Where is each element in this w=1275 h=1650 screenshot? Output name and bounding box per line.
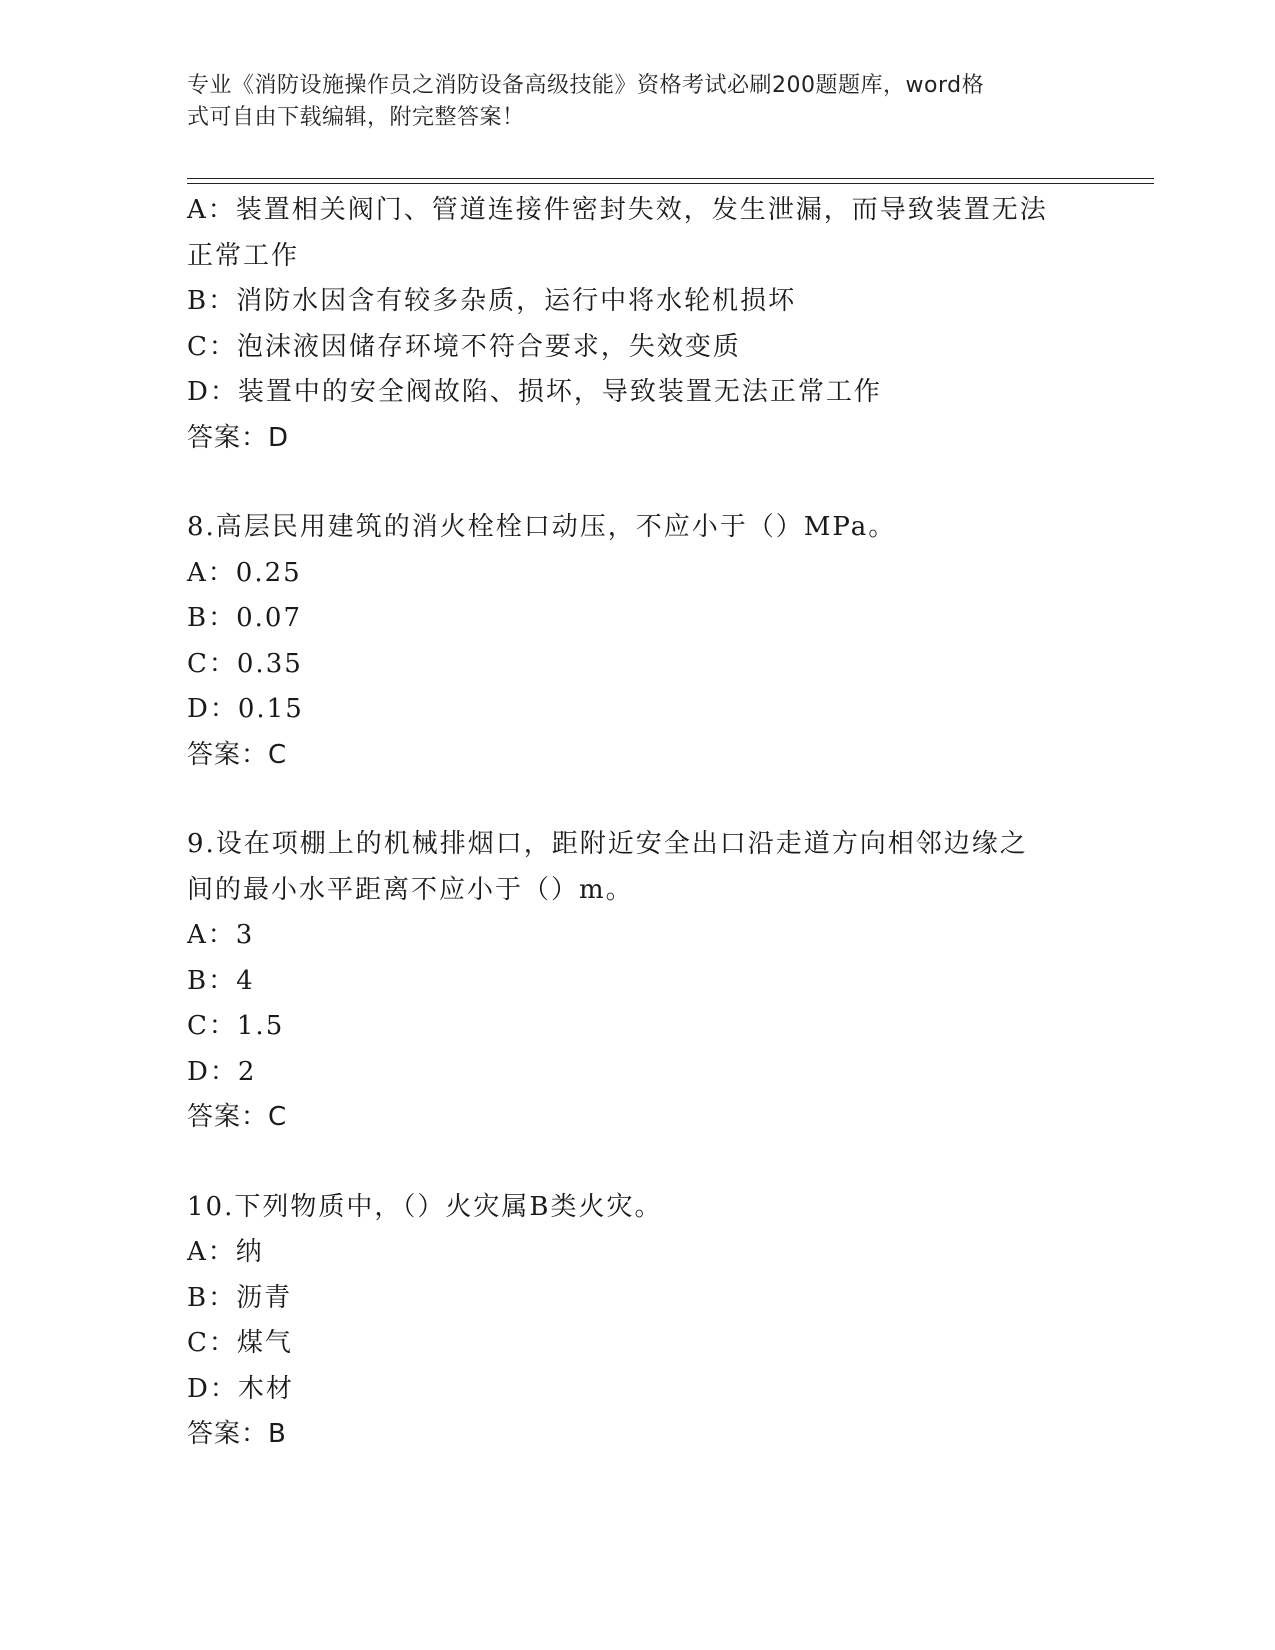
option-a: A：装置相关阀门、管道连接件密封失效，发生泄漏，而导致装置无法 bbox=[187, 195, 1048, 225]
option-a: A：3 bbox=[187, 920, 255, 950]
option-b: B：0.07 bbox=[187, 603, 302, 633]
page-header bbox=[187, 70, 1067, 134]
option-b: B：4 bbox=[187, 965, 255, 996]
option-c: C：煤气 bbox=[187, 1328, 293, 1358]
option-c: C：泡沫液因储存环境不符合要求，失效变质 bbox=[187, 331, 741, 362]
question-text: 10.下列物质中，（）火灾属B类火灾。 bbox=[187, 1191, 663, 1222]
option-a-continued: 正常工作 bbox=[187, 240, 300, 271]
option-d: D：装置中的安全阀故陷、损坏，导致装置无法正常工作 bbox=[187, 377, 882, 407]
answer-label: 答案：D bbox=[187, 422, 290, 453]
option-b: B：沥青 bbox=[187, 1282, 293, 1313]
header-line-2: 式可自由下载编辑，附完整答案！ bbox=[187, 105, 525, 130]
option-a: A：纳 bbox=[187, 1237, 264, 1267]
option-d: D：木材 bbox=[187, 1373, 294, 1404]
option-c: C：0.35 bbox=[187, 648, 303, 679]
header-divider bbox=[187, 178, 1154, 184]
block-spacer bbox=[187, 461, 1087, 505]
question-block-10 bbox=[187, 1185, 1087, 1458]
question-list bbox=[187, 188, 1087, 1458]
question-text: 9.设在项棚上的机械排烟口，距附近安全出口沿走道方向相邻边缘之 bbox=[187, 829, 1028, 859]
question-block-7 bbox=[187, 188, 1087, 461]
option-b: B：消防水因含有较多杂质，运行中将水轮机损坏 bbox=[187, 286, 797, 316]
question-block-9 bbox=[187, 822, 1087, 1141]
block-spacer bbox=[187, 1141, 1087, 1185]
option-d: D：0.15 bbox=[187, 694, 304, 724]
answer-label: 答案：C bbox=[187, 1102, 288, 1132]
question-block-8 bbox=[187, 505, 1087, 778]
option-c: C：1.5 bbox=[187, 1011, 285, 1041]
answer-label: 答案：B bbox=[187, 1419, 287, 1449]
block-spacer bbox=[187, 778, 1087, 822]
question-text-continued: 间的最小水平距离不应小于（）m。 bbox=[187, 874, 634, 905]
option-d: D：2 bbox=[187, 1056, 257, 1087]
question-text: 8.高层民用建筑的消火栓栓口动压，不应小于（）MPa。 bbox=[187, 512, 897, 542]
option-a: A：0.25 bbox=[187, 557, 302, 588]
header-line-1: 专业《消防设施操作员之消防设备高级技能》资格考试必刷200题题库，word格 bbox=[187, 73, 985, 98]
answer-label: 答案：C bbox=[187, 739, 288, 770]
